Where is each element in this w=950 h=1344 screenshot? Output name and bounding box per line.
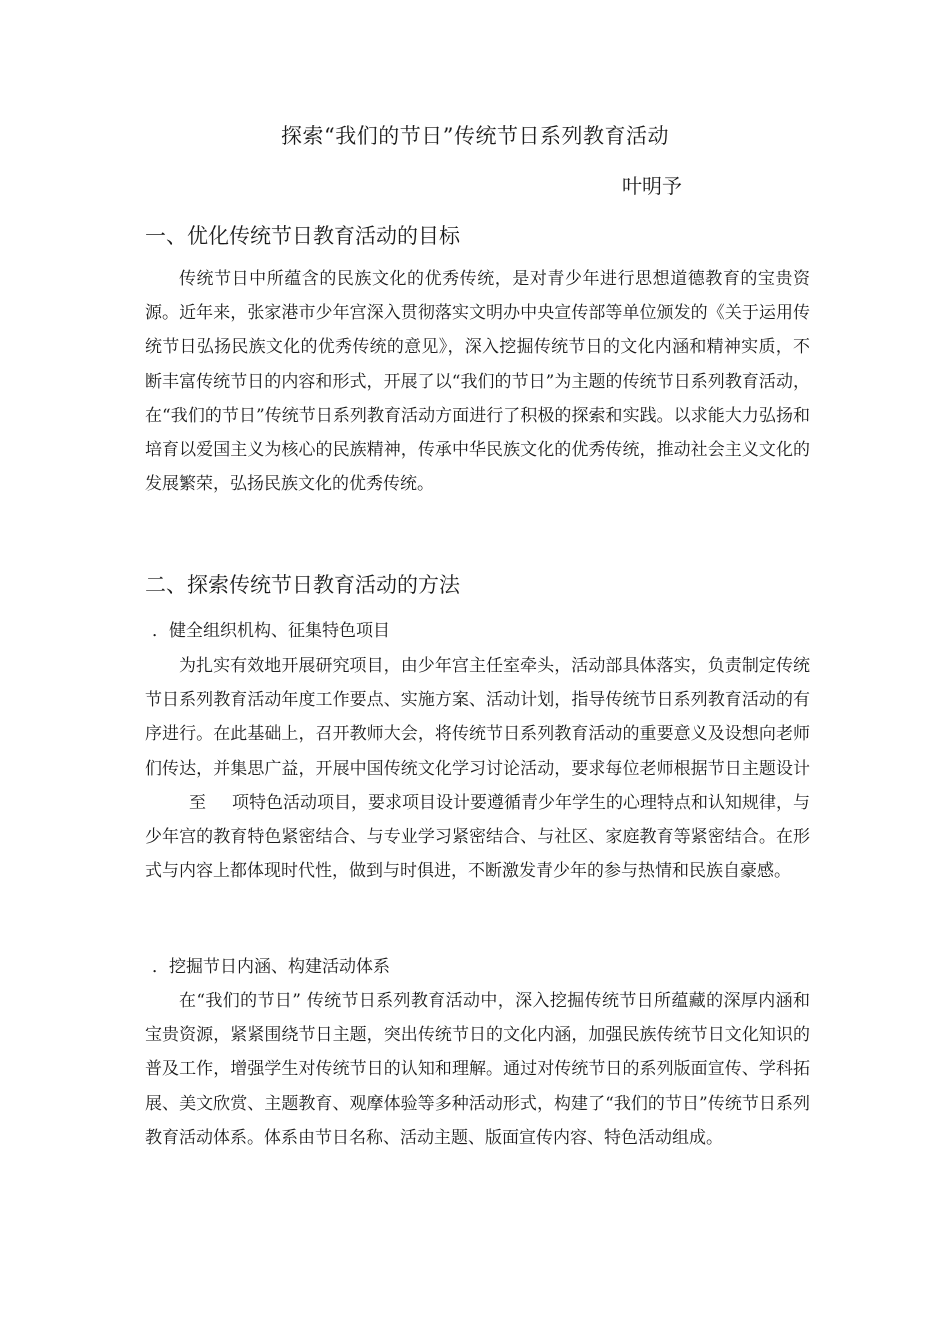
section-1-paragraph: 传统节日中所蕴含的民族文化的优秀传统，是对青少年进行思想道德教育的宝贵资源。近年来，张家港市少年宫深入贯彻落实文明办中央宣传部等单位颁发的《关于运用传统节日弘扬民族文化的优秀传统的意见》，深入挖掘传统节日的文化内涵和精神实质，不断丰富传统节日的内容和形式，开展了以“我们的节日”为主题的传统节日系列教育活动，在“我们的节日”传统节日系列教育活动方面进行了积极的探索和实践。以求能大力弘扬和培育以爱国主义为核心的民族精神，传承中华民族文化的优秀传统，推动社会主义文化的发展繁荣，弘扬民族文化的优秀传统。 [145, 269, 810, 495]
document-title: 探索“我们的节日”传统节日系列教育活动 [281, 124, 669, 148]
section-1-heading: 一、优化传统节日教育活动的目标 [145, 224, 460, 248]
subsection-1-paragraph-part-1: 为扎实有效地开展研究项目，由少年宫主任室牵头，活动部具体落实，负责制定传统节日系列教育活动年度工作要点、实施方案、活动计划，指导传统节日系列教育活动的有序进行。在此基础上，召开教师大会，将传统节日系列教育活动的重要意义及设想向老师们传达，并集思广益，开展中国传统文化学习讨论活动，要求每位老师根据节日主题设计 [145, 656, 810, 779]
document-author: 叶明予 [622, 174, 682, 198]
section-2-heading: 二、探索传统节日教育活动的方法 [145, 573, 460, 597]
subsection-2-paragraph: 在“我们的节日” 传统节日系列教育活动中，深入挖掘传统节日所蕴藏的深厚内涵和宝贵资源，紧紧围绕节日主题，突出传统节日的文化内涵，加强民族传统节日文化知识的普及工作，增强学生对传统节日的认知和理解。通过对传统节日的系列版面宣传、学科拓展、美文欣赏、主题教育、观摩体验等多种活动形式，构建了“我们的节日”传统节日系列教育活动体系。体系由节日名称、活动主题、版面宣传内容、特色活动组成。 [145, 991, 810, 1148]
subsection-1-paragraph-part-2: 项特色活动项目，要求项目设计要遵循青少年学生的心理特点和认知规律，与少年宫的教育特色紧密结合、与专业学习紧密结合、与社区、家庭教育等紧密结合。在形式与内容上都体现时代性，做到与时俱进，不断激发青少年的参与热情和民族自豪感。 [145, 792, 810, 882]
subsection-1-paragraph-word-between: 至 [189, 792, 206, 813]
subsection-2-heading: ．挖掘节日内涵、构建活动体系 [152, 957, 390, 977]
subsection-1-heading: ．健全组织机构、征集特色项目 [152, 621, 390, 641]
subsection-1-paragraph [145, 649, 810, 888]
